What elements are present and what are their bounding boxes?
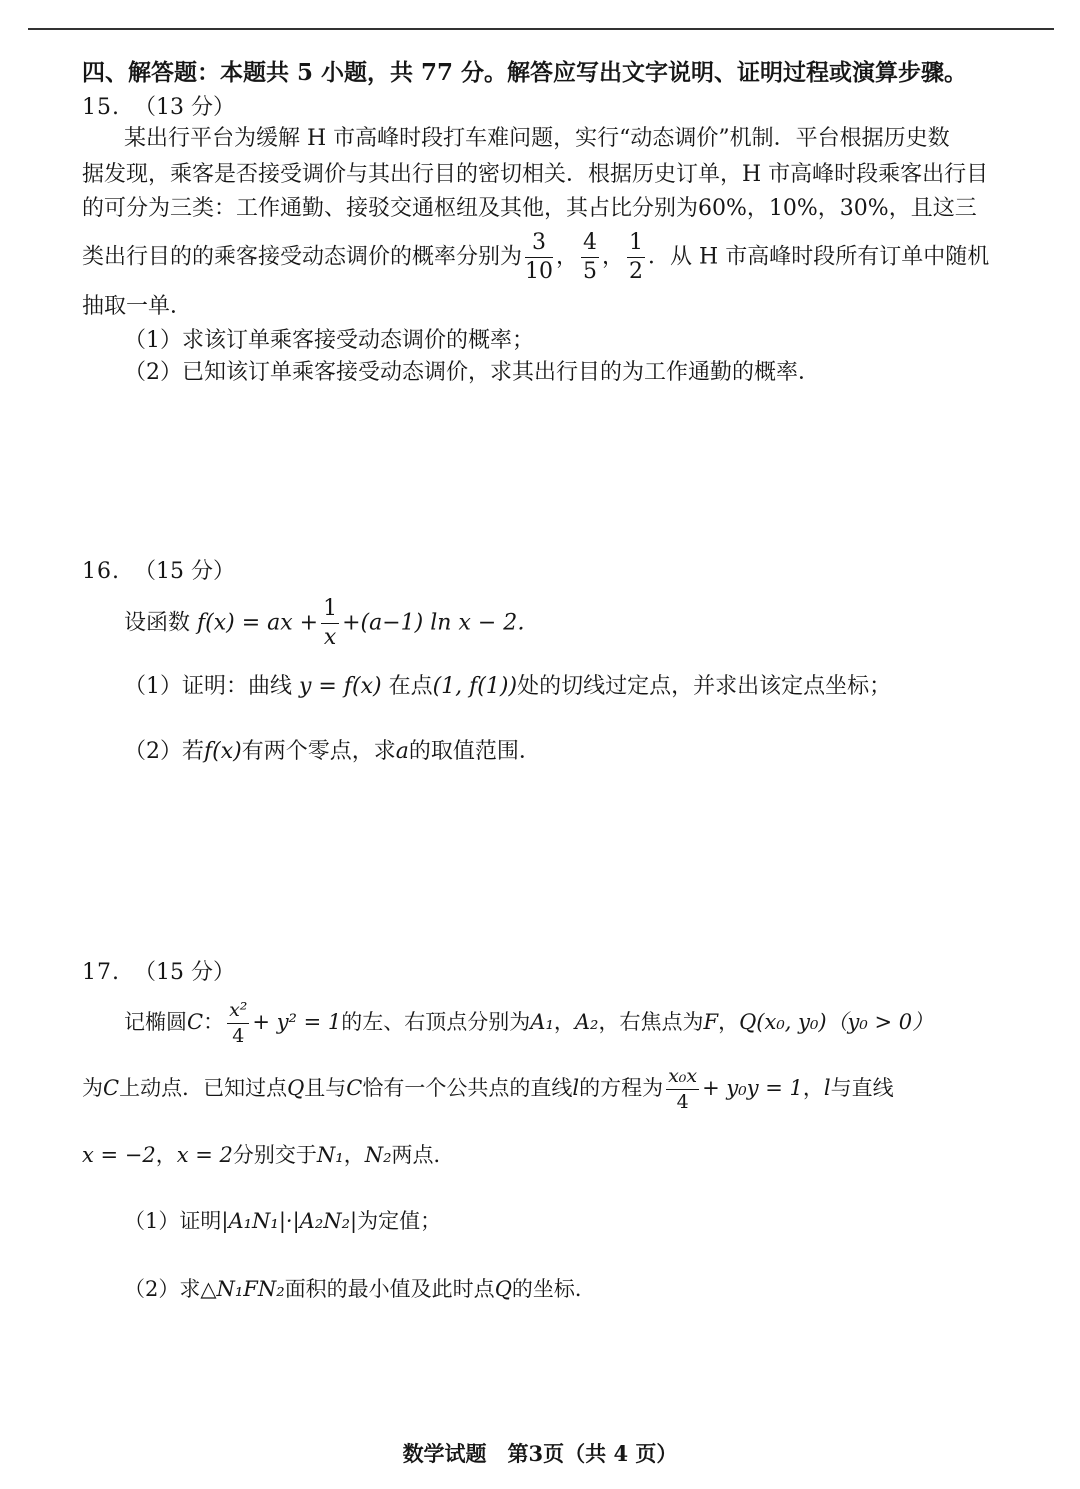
q17-l2-mid2: 且与 <box>304 1076 347 1100</box>
separator: ， <box>556 244 579 270</box>
q17-sub-2 <box>124 1274 596 1304</box>
frac-numerator: x₀x <box>666 1067 699 1090</box>
q17-l2-eq: + y₀y = 1 <box>702 1076 803 1100</box>
q15-fraction-1 <box>525 232 553 283</box>
q17-line-2 <box>82 1064 894 1112</box>
q17-sub1-math: |A₁N₁|·|A₂N₂| <box>221 1209 358 1233</box>
q17-sub-1 <box>124 1206 441 1236</box>
q16-points: （15 分） <box>134 559 235 584</box>
q16-definition <box>124 598 539 649</box>
q15-fraction-2 <box>581 232 599 283</box>
q17-l3-math-1: x = −2 <box>82 1143 156 1167</box>
q16-sub-2 <box>124 737 541 767</box>
q17-sub1-post: 为定值； <box>357 1209 442 1233</box>
q16-fraction <box>321 598 339 649</box>
q17-l1-Q: Q(x₀, y₀) <box>739 1010 827 1034</box>
q17-l2-pre: 为 <box>82 1076 103 1100</box>
q17-l2-l: l <box>572 1076 580 1100</box>
q17-l2-mid4: 的方程为 <box>579 1076 664 1100</box>
frac-denominator: 2 <box>629 259 644 284</box>
q15-sub-1: （1）求该订单乘客接受动态调价的概率； <box>124 328 534 353</box>
q16-sub1-mid: 在点 <box>388 674 433 699</box>
q17-l1-fraction <box>227 1001 249 1046</box>
q17-l2-fraction <box>666 1067 699 1112</box>
q17-l1-F: F <box>703 1010 719 1034</box>
q16-sub2-post: 的取值范围． <box>408 739 541 764</box>
q17-l3-post: 两点． <box>391 1143 455 1167</box>
q17-points: （15 分） <box>134 960 235 985</box>
q15-para-4 <box>82 232 989 283</box>
q15-number: 15. <box>82 95 120 120</box>
q17-l2-l2: l <box>823 1076 831 1100</box>
q17-l1-A1: A₁ <box>530 1010 554 1034</box>
q17-l1-A2: A₂ <box>574 1010 599 1034</box>
frac-denominator: 4 <box>676 1091 689 1113</box>
q17-l2-C2: C <box>346 1076 363 1100</box>
q17-l2-post: 与直线 <box>830 1076 894 1100</box>
q17-l3-mid: 分别交于 <box>232 1143 317 1167</box>
q16-sub2-mid: 有两个零点，求 <box>241 739 396 764</box>
q17-l1-cond: （y₀ > 0） <box>826 1010 934 1034</box>
q17-l2-C: C <box>103 1076 120 1100</box>
q17-l1-C: C <box>187 1010 204 1034</box>
q17-l3-comma2: ， <box>343 1143 365 1167</box>
q17-l2-Q: Q <box>287 1076 305 1100</box>
frac-denominator: 5 <box>583 259 598 284</box>
q17-l1-colon: ： <box>203 1010 225 1034</box>
frac-denominator: 10 <box>525 259 554 284</box>
page-footer: 数学试题 第3页（共 4 页） <box>402 1441 678 1466</box>
q16-sub1-pre: （1）证明：曲线 <box>124 674 292 699</box>
q16-def-fx: f(x) = ax + <box>197 610 319 636</box>
q16-def-post: +(a−1) ln x − 2． <box>342 610 540 636</box>
q15-header <box>82 93 235 123</box>
top-rule <box>28 28 1054 30</box>
section-title: 四、解答题：本题共 5 小题，共 77 分。解答应写出文字说明、证明过程或演算步骤。 <box>82 59 968 86</box>
q17-l2-mid3: 恰有一个公共点的直线 <box>362 1076 573 1100</box>
separator: ， <box>602 244 625 270</box>
q17-l1-eq: + y² = 1 <box>252 1010 342 1034</box>
q15-sub-2: （2）已知该订单乘客接受动态调价，求其出行目的为工作通勤的概率． <box>124 360 820 385</box>
frac-numerator: 4 <box>581 232 599 258</box>
q17-l3-N2: N₂ <box>364 1143 392 1167</box>
q15-points: （13 分） <box>134 95 235 120</box>
q17-l3-math-2: x = 2 <box>176 1143 233 1167</box>
q15-para-1: 某出行平台为缓解 H 市高峰时段打车难问题，实行“动态调价”机制．平台根据历史数 <box>124 126 950 151</box>
q16-header <box>82 557 235 587</box>
q17-number: 17. <box>82 960 120 985</box>
q17-sub2-post: 的坐标． <box>511 1277 596 1301</box>
q15-para-4-pre: 类出行目的的乘客接受动态调价的概率分别为 <box>82 244 523 270</box>
q16-sub2-math: f(x) <box>204 739 242 764</box>
q17-sub2-math: N₁FN₂ <box>216 1277 285 1301</box>
q17-l1-comma2: ， <box>718 1010 740 1034</box>
q16-sub-1 <box>124 672 891 702</box>
q15-para-2: 据发现，乘客是否接受调价与其出行目的密切相关．根据历史订单，H 市高峰时段乘客出行目 <box>82 162 989 187</box>
q17-sub1-pre: （1）证明 <box>124 1209 222 1233</box>
frac-numerator: x² <box>227 1001 249 1024</box>
q16-sub2-pre: （2）若 <box>124 739 204 764</box>
q16-sub1-math-1: y = f(x) <box>299 674 382 699</box>
q17-l1-comma: ， <box>553 1010 575 1034</box>
q15-fraction-3 <box>627 232 645 283</box>
q17-sub2-pre: （2）求△ <box>124 1277 217 1301</box>
q17-l3-N1: N₁ <box>316 1143 344 1167</box>
q17-header <box>82 958 235 988</box>
frac-numerator: 1 <box>627 232 645 258</box>
q17-line-3 <box>82 1140 455 1170</box>
q17-line-1 <box>124 998 933 1046</box>
frac-denominator: x <box>323 625 337 650</box>
q17-l1-pre: 记椭圆 <box>124 1010 187 1034</box>
q16-sub2-var: a <box>395 739 409 764</box>
q17-sub2-mid: 面积的最小值及此时点 <box>284 1277 495 1301</box>
q16-def-pre: 设函数 <box>124 610 191 636</box>
q17-sub2-Q: Q <box>494 1277 512 1301</box>
q17-l2-mid: 上动点．已知过点 <box>119 1076 288 1100</box>
q17-l3-comma: ， <box>155 1143 177 1167</box>
q16-number: 16. <box>82 559 120 584</box>
q15-para-5: 抽取一单． <box>82 294 193 319</box>
q16-sub1-post: 处的切线过定点，并求出该定点坐标； <box>517 674 892 699</box>
q15-para-3: 的可分为三类：工作通勤、接驳交通枢纽及其他，其占比分别为60%，10%，30%，且这三 <box>82 196 977 221</box>
q15-para-4-post: ．从 H 市高峰时段所有订单中随机 <box>648 244 990 270</box>
frac-numerator: 1 <box>321 598 339 624</box>
frac-numerator: 3 <box>525 232 553 258</box>
frac-denominator: 4 <box>232 1025 245 1047</box>
q17-l1-mid: 的左、右顶点分别为 <box>341 1010 531 1034</box>
q17-l1-mid2: ，右焦点为 <box>598 1010 704 1034</box>
q16-sub1-math-2: (1, f(1)) <box>432 674 518 699</box>
q17-l2-comma: ， <box>802 1076 824 1100</box>
